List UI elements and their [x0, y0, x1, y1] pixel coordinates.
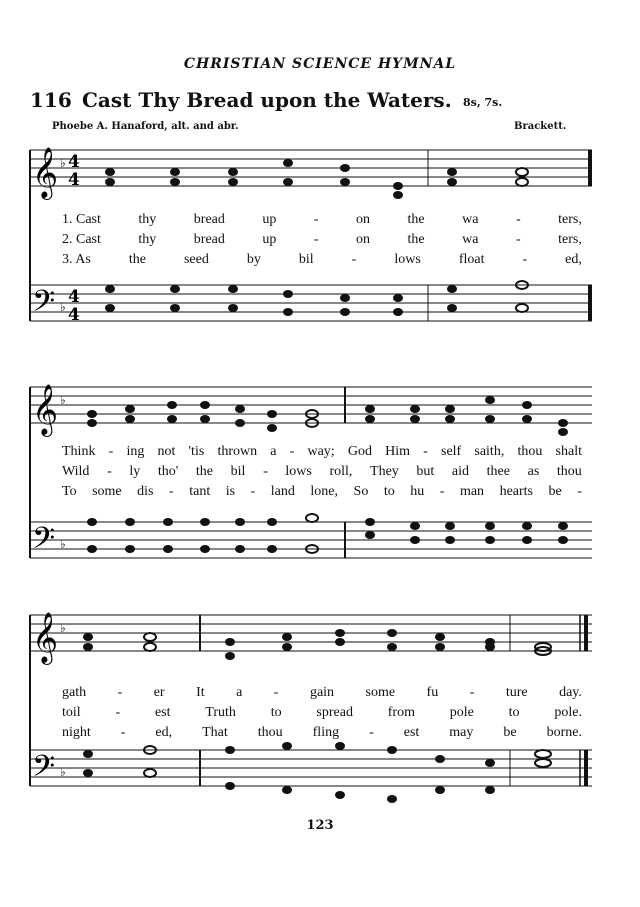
lyric-syllable: -: [107, 464, 112, 479]
lyric-syllable: Him: [385, 444, 411, 459]
lyric-syllable: est: [403, 725, 420, 740]
music-system-2: [0, 382, 640, 582]
hymn-composer: Brackett.: [514, 121, 567, 132]
lyric-syllable: spread: [316, 705, 353, 720]
lyric-syllable: 3. As: [62, 252, 91, 267]
lyric-syllable: dis: [137, 484, 154, 499]
lyric-syllable: gath: [62, 685, 87, 700]
lyric-syllable: man: [459, 484, 485, 499]
lyric-syllable: ters,: [558, 212, 582, 227]
svg-text:𝄞: 𝄞: [32, 612, 59, 663]
lyric-syllable: Wild: [62, 464, 90, 479]
lyric-syllable: -: [351, 252, 357, 267]
lyric-syllable: -: [439, 484, 445, 499]
lyric-syllable: fling: [312, 725, 340, 740]
lyric-syllable: toil: [62, 705, 81, 720]
lyric-syllable: day.: [559, 685, 582, 700]
lyric-line-3-2: [62, 705, 582, 721]
svg-text:𝄢: 𝄢: [32, 750, 56, 791]
lyric-syllable: ed,: [565, 252, 582, 267]
lyric-syllable: self: [441, 444, 462, 459]
lyric-syllable: fu: [426, 685, 439, 700]
lyric-syllable: aid: [451, 464, 470, 479]
lyric-line-2-2: [62, 464, 582, 480]
lyric-syllable: -: [369, 725, 374, 740]
lyric-syllable: 'tis: [188, 444, 205, 459]
hymn-author: Phoebe A. Hanaford, alt. and abr.: [52, 121, 239, 132]
lyric-syllable: hearts: [499, 484, 534, 499]
lyric-syllable: Truth: [205, 705, 236, 720]
lyric-syllable: a: [270, 444, 277, 459]
lyric-syllable: So: [353, 484, 369, 499]
lyric-syllable: the: [195, 464, 214, 479]
lyric-syllable: by: [246, 252, 261, 267]
lyric-syllable: is: [225, 484, 236, 499]
lyric-syllable: -: [469, 685, 475, 700]
lyric-syllable: lone,: [310, 484, 339, 499]
lyric-syllable: ters,: [558, 232, 582, 247]
lyric-syllable: on: [356, 212, 371, 227]
lyric-syllable: -: [515, 232, 521, 247]
svg-text:4: 4: [68, 152, 80, 172]
lyric-syllable: float: [458, 252, 485, 267]
lyric-syllable: pole.: [554, 705, 582, 720]
lyric-syllable: tho': [157, 464, 179, 479]
svg-text:𝄢: 𝄢: [32, 522, 56, 563]
lyric-syllable: thee: [486, 464, 510, 479]
lyric-syllable: bread: [193, 232, 225, 247]
lyric-syllable: roll,: [329, 464, 353, 479]
lyric-syllable: thrown: [217, 444, 258, 459]
lyric-syllable: the: [407, 232, 425, 247]
lyric-syllable: God: [347, 444, 372, 459]
svg-text:♭: ♭: [60, 537, 66, 551]
lyric-line-3-1: [62, 685, 582, 701]
lyric-syllable: -: [423, 444, 428, 459]
lyric-syllable: -: [263, 464, 268, 479]
lyric-syllable: ture: [505, 685, 528, 700]
lyric-syllable: way;: [307, 444, 335, 459]
lyric-syllable: to: [383, 484, 395, 499]
lyric-syllable: lows: [394, 252, 421, 267]
lyric-syllable: thou: [517, 444, 543, 459]
lyric-syllable: seed: [183, 252, 209, 267]
hymnal-header: CHRISTIAN SCIENCE HYMNAL: [183, 56, 457, 72]
lyric-syllable: on: [356, 232, 371, 247]
lyric-syllable: wa: [462, 212, 479, 227]
lyric-syllable: -: [169, 484, 174, 499]
lyric-syllable: the: [128, 252, 146, 267]
svg-text:♭: ♭: [60, 393, 66, 407]
lyric-syllable: -: [250, 484, 256, 499]
lyric-syllable: night: [62, 725, 91, 740]
lyric-syllable: some: [365, 685, 396, 700]
lyric-syllable: -: [577, 484, 582, 499]
lyric-syllable: gain: [309, 685, 335, 700]
page-number: 123: [306, 818, 334, 833]
svg-text:𝄞: 𝄞: [32, 384, 59, 435]
lyric-syllable: -: [120, 725, 126, 740]
lyric-syllable: thou: [556, 464, 582, 479]
lyric-syllable: as: [527, 464, 540, 479]
hymn-title: Cast Thy Bread upon the Waters.: [82, 88, 452, 112]
lyric-syllable: to: [270, 705, 282, 720]
lyric-syllable: -: [522, 252, 528, 267]
lyric-syllable: pole: [449, 705, 474, 720]
lyric-syllable: -: [273, 685, 279, 700]
bass-notes: [105, 281, 528, 316]
treble-clef-icon: 𝄞: [32, 147, 59, 198]
lyric-syllable: but: [416, 464, 435, 479]
lyric-syllable: thou: [257, 725, 283, 740]
lyric-syllable: -: [515, 212, 521, 227]
svg-text:♭: ♭: [60, 621, 66, 635]
lyric-syllable: a: [236, 685, 243, 700]
svg-text:♭: ♭: [60, 765, 66, 779]
lyric-syllable: That: [202, 725, 228, 740]
lyric-syllable: up: [262, 232, 277, 247]
lyric-syllable: thy: [138, 232, 157, 247]
hymn-number: 116: [30, 88, 72, 112]
lyric-syllable: to: [508, 705, 520, 720]
lyric-syllable: lows: [285, 464, 312, 479]
lyric-syllable: It: [196, 685, 205, 700]
lyric-syllable: may: [449, 725, 474, 740]
lyric-line-1-3: [62, 252, 582, 268]
lyric-line-2-3: [62, 484, 582, 500]
lyric-syllable: tant: [189, 484, 211, 499]
lyric-syllable: hu: [410, 484, 425, 499]
lyric-line-1-1: [62, 212, 582, 228]
lyric-syllable: -: [108, 444, 114, 459]
lyric-line-2-1: [62, 444, 582, 460]
lyric-syllable: -: [117, 685, 123, 700]
lyric-line-1-2: [62, 232, 582, 248]
lyric-syllable: They: [370, 464, 399, 479]
lyric-syllable: ing: [126, 444, 145, 459]
lyric-syllable: be: [548, 484, 562, 499]
svg-text:♭: ♭: [60, 300, 66, 314]
bass-clef-icon: 𝄢: [32, 285, 56, 326]
lyric-syllable: wa: [462, 232, 479, 247]
lyric-syllable: -: [313, 212, 319, 227]
lyric-syllable: 1. Cast: [62, 212, 101, 227]
lyric-syllable: -: [289, 444, 295, 459]
lyric-syllable: some: [92, 484, 122, 499]
lyric-syllable: borne.: [546, 725, 582, 740]
lyric-syllable: shalt: [555, 444, 582, 459]
lyric-syllable: bil: [298, 252, 314, 267]
lyric-syllable: -: [313, 232, 319, 247]
svg-text:4: 4: [68, 305, 80, 325]
hymn-meter: 8s, 7s.: [463, 96, 503, 109]
lyric-syllable: saith,: [474, 444, 505, 459]
lyric-syllable: thy: [138, 212, 157, 227]
lyric-syllable: er: [153, 685, 165, 700]
svg-text:4: 4: [68, 287, 80, 307]
lyric-syllable: est: [154, 705, 171, 720]
lyric-syllable: ly: [129, 464, 141, 479]
lyric-syllable: from: [387, 705, 415, 720]
lyric-syllable: Think: [62, 444, 96, 459]
lyric-syllable: 2. Cast: [62, 232, 101, 247]
lyric-syllable: be: [503, 725, 517, 740]
flat-icon: ♭: [60, 156, 66, 170]
lyric-line-3-3: [62, 725, 582, 741]
lyric-syllable: To: [62, 484, 77, 499]
lyric-syllable: up: [262, 212, 277, 227]
svg-text:4: 4: [68, 170, 80, 190]
lyric-syllable: the: [407, 212, 425, 227]
lyric-syllable: bil: [230, 464, 246, 479]
lyric-syllable: land: [270, 484, 295, 499]
lyric-syllable: ed,: [155, 725, 173, 740]
lyric-syllable: not: [157, 444, 176, 459]
lyric-syllable: -: [115, 705, 121, 720]
lyric-syllable: bread: [193, 212, 225, 227]
treble-notes: [105, 159, 528, 199]
